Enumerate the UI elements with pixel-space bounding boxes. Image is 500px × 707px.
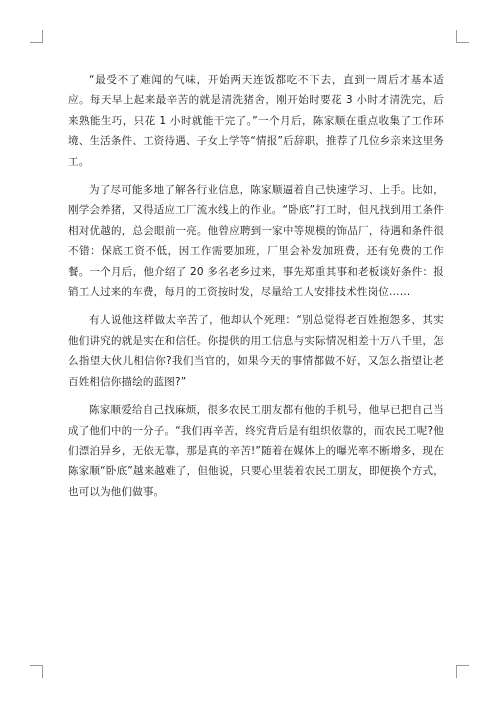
crop-mark-top-right <box>456 30 469 43</box>
paragraph: 陈家顺爱给自己找麻烦，很多农民工朋友都有他的手机号，他早已把自己当成了他们中的一分子。“我们再辛苦，终究背后是有组织依靠的，而农民工呢?他们漂泊异乡，无依无靠，那是真的辛苦!”随着在媒体上的曝光率不断增多，现在陈家顺“卧底”越来越难了，但他说，只要心里装着农民工朋友，即便换个方式，也可以为他们做事。 <box>68 404 444 498</box>
crop-mark-bottom-right <box>456 665 469 678</box>
paragraph: 为了尽可能多地了解各行业信息，陈家顺逼着自己快速学习、上手。比如，刚学会养猪，又得适应工厂流水线上的作业。“卧底”打工时，但凡找到用工条件相对优越的，总会眼前一亮。他曾应聘到一家中等规模的饰品厂，待遇和条件很不错：保底工资不低，因工作需要加班，厂里会补发加班费，还有免费的工作餐。一个月后，他介绍了 20 多名老乡过来，事先郑重其事和老板谈好条件：报销工人过来的车费，每月的工资按时发，尽量给工人安排技术性岗位…… <box>68 184 444 299</box>
document-body <box>68 70 444 510</box>
crop-mark-top-left <box>30 30 43 43</box>
paragraph: “最受不了难闻的气味，开始两天连饭都吃不下去，直到一周后才基本适应。每天早上起来最辛苦的就是清洗猪舍，刚开始时要花 3 小时才清洗完，后来熟能生巧，只花 1 小时就能干完了。”一个月后，陈家顺在重点收集了工作环境、生活条件、工资待遇、子女上学等“情报”后辞职，推荐了几位乡亲来这里务工。 <box>68 74 444 168</box>
paragraph: 有人说他这样做太辛苦了，他却认个死理：“别总觉得老百姓抱怨多，其实他们讲究的就是实在和信任。你提供的用工信息与实际情况相差十万八千里，怎么指望大伙儿相信你?我们当官的，如果今天的事情都做不好，又怎么指望让老百姓相信你描绘的蓝图?” <box>68 314 444 388</box>
crop-mark-bottom-left <box>30 665 43 678</box>
